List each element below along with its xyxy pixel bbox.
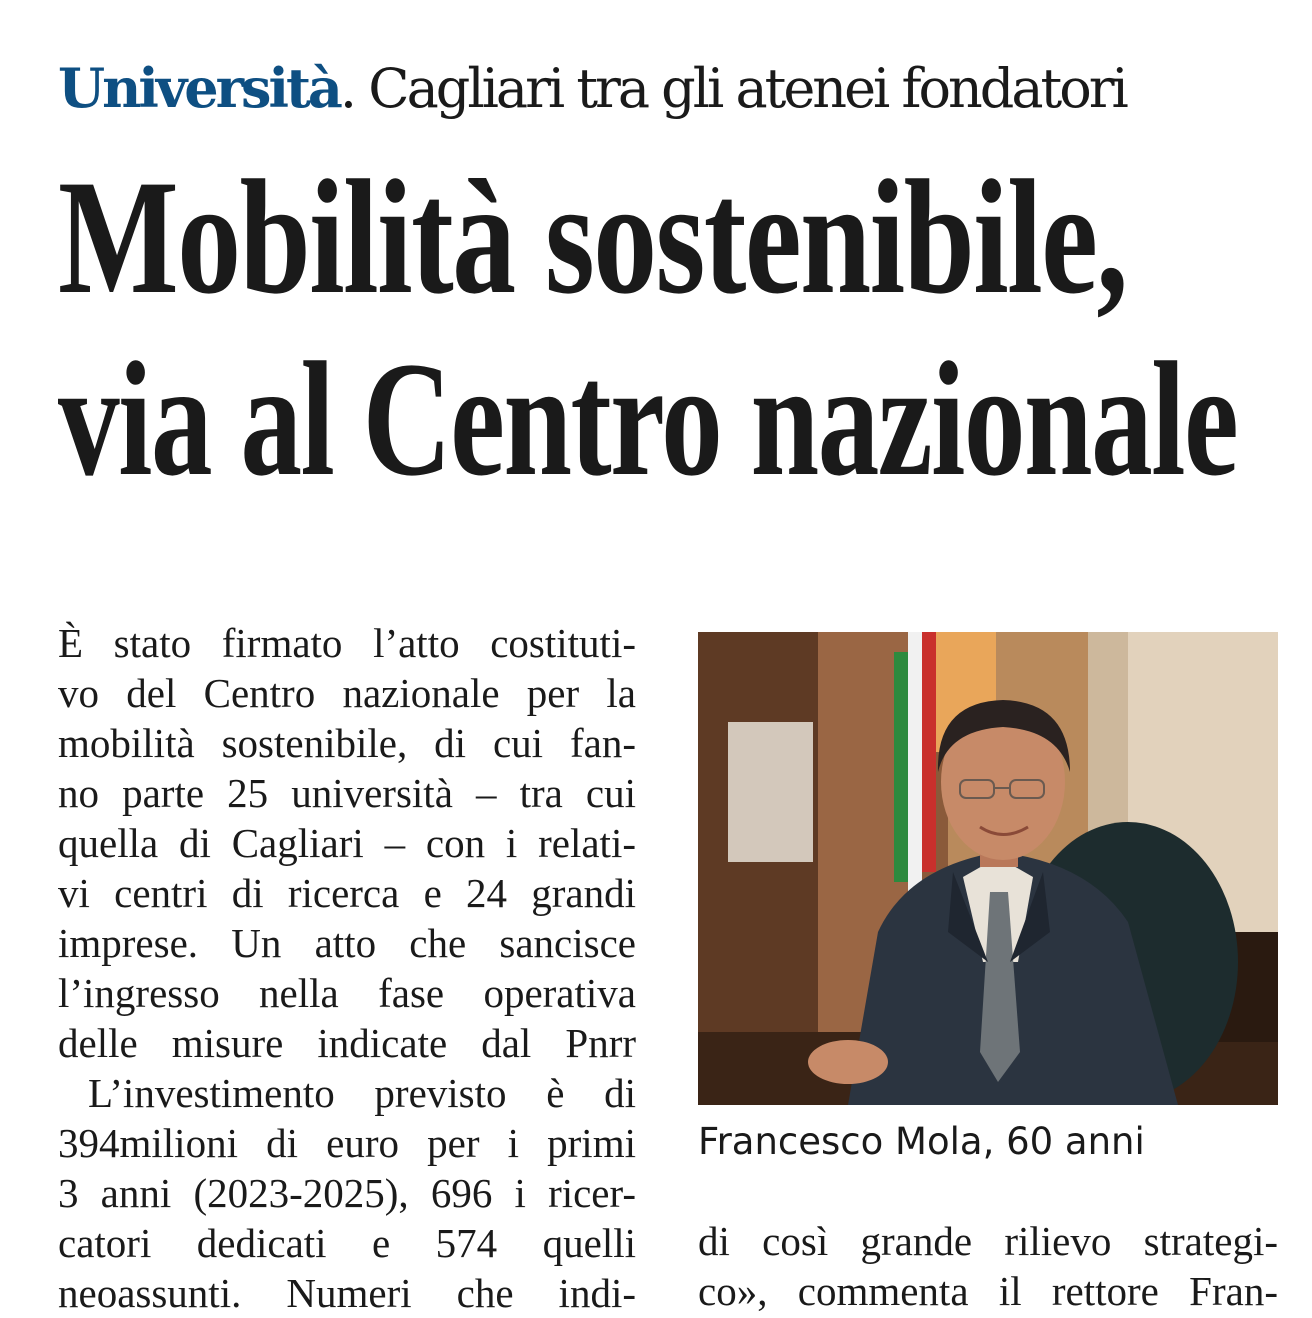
kicker-section: Università	[58, 56, 340, 120]
headline-line-1: Mobilità sostenibile,	[58, 147, 1127, 328]
body-line: vo del Centro nazionale per la	[58, 670, 636, 716]
body-line: neoassunti. Numeri che indi-	[58, 1270, 636, 1316]
body-line: 3 anni (2023-2025), 696 i ricer-	[58, 1170, 636, 1216]
body-line: 394milioni di euro per i primi	[58, 1120, 636, 1166]
kicker-separator: .	[339, 57, 355, 120]
body-line: catori dedicati e 574 quelli	[58, 1220, 636, 1266]
body-line: imprese. Un atto che sancisce	[58, 920, 636, 966]
article-body-right-column	[698, 1216, 1278, 1316]
body-line: mobilità sostenibile, di cui fan-	[58, 720, 636, 766]
body-line: quella di Cagliari – con i relati-	[58, 820, 636, 866]
body-line: È stato firmato l’atto costituti-	[58, 620, 636, 666]
article-body-left-column	[58, 618, 636, 1318]
body-line: vi centri di ricerca e 24 grandi	[58, 870, 636, 916]
body-line: di così grande rilievo strategi-	[698, 1218, 1278, 1264]
body-line: co», commenta il rettore Fran-	[698, 1268, 1278, 1314]
body-line: no parte 25 università – tra cui	[58, 770, 636, 816]
body-line: l’ingresso nella fase operativa	[58, 970, 636, 1016]
kicker-subtitle: Cagliari tra gli atenei fondatori	[368, 57, 1126, 120]
headline-line-2: via al Centro nazionale	[58, 329, 1238, 510]
rector-photo	[698, 632, 1278, 1105]
article-kicker	[58, 48, 1288, 129]
body-line: L’investimento previsto è di	[88, 1070, 636, 1116]
body-line: delle misure indicate dal Pnrr	[58, 1020, 636, 1066]
portrait-illustration	[698, 632, 1278, 1105]
photo-caption: Francesco Mola, 60 anni	[698, 1120, 1145, 1163]
